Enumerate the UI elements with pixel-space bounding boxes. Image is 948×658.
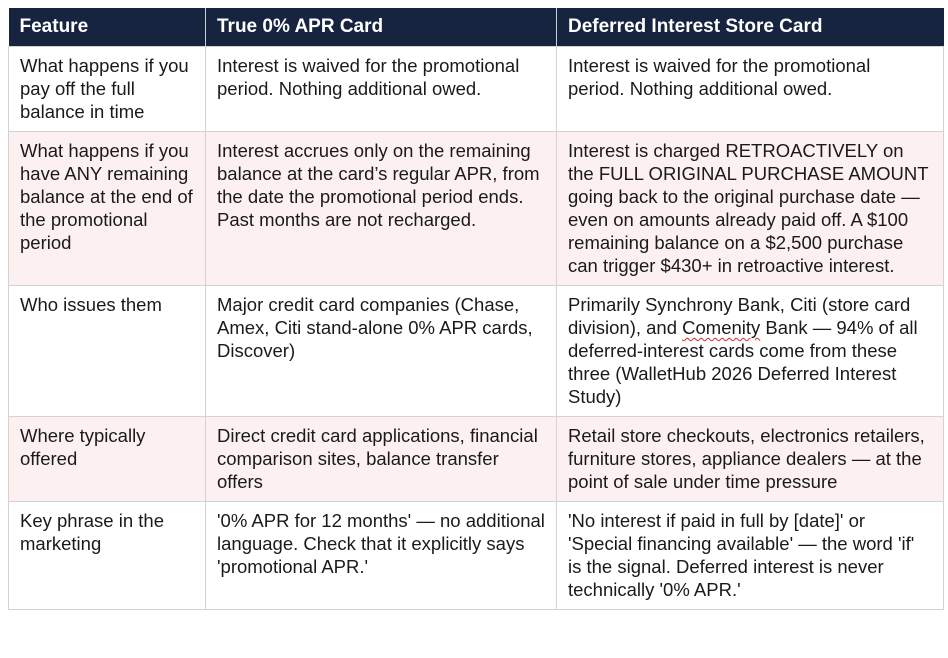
- spellcheck-flagged-word[interactable]: Comenity: [682, 317, 761, 338]
- true-apr-cell: Direct credit card applications, financial comparison sites, balance transfer offers: [206, 417, 557, 502]
- header-deferred-interest-card: Deferred Interest Store Card: [557, 8, 944, 47]
- feature-cell: What happens if you have ANY remaining balance at the end of the promotional period: [9, 132, 206, 286]
- header-feature: Feature: [9, 8, 206, 47]
- table-row: [9, 417, 944, 502]
- true-apr-cell: Interest is waived for the promotional period. Nothing additional owed.: [206, 47, 557, 132]
- deferred-text-after: Bank — 94% of all deferred-interest cards come from these three (WalletHub 2026 Deferred Interest Study): [568, 317, 918, 407]
- table-row: [9, 132, 944, 286]
- deferred-cell: Interest is waived for the promotional period. Nothing additional owed.: [557, 47, 944, 132]
- feature-cell: Who issues them: [9, 286, 206, 417]
- table-row: [9, 47, 944, 132]
- deferred-cell: Retail store checkouts, electronics retailers, furniture stores, appliance dealers — at the point of sale under time pressure: [557, 417, 944, 502]
- true-apr-cell: '0% APR for 12 months' — no additional language. Check that it explicitly says 'promotional APR.': [206, 502, 557, 610]
- feature-cell: What happens if you pay off the full balance in time: [9, 47, 206, 132]
- true-apr-cell: Major credit card companies (Chase, Amex, Citi stand-alone 0% APR cards, Discover): [206, 286, 557, 417]
- feature-cell: Key phrase in the marketing: [9, 502, 206, 610]
- true-apr-cell: Interest accrues only on the remaining balance at the card’s regular APR, from the date the promotional period ends. Past months are not recharged.: [206, 132, 557, 286]
- feature-cell: Where typically offered: [9, 417, 206, 502]
- deferred-cell: 'No interest if paid in full by [date]' or 'Special financing available' — the word 'if' is the signal. Deferred interest is never technically '0% APR.': [557, 502, 944, 610]
- table-row: [9, 502, 944, 610]
- comparison-table: [8, 8, 944, 610]
- header-true-apr-card: True 0% APR Card: [206, 8, 557, 47]
- deferred-cell: [557, 286, 944, 417]
- table-header-row: [9, 8, 944, 47]
- deferred-cell: Interest is charged RETROACTIVELY on the FULL ORIGINAL PURCHASE AMOUNT going back to the original purchase date — even on amounts already paid off. A $100 remaining balance on a $2,500 purchase can trigger $430+ in retroactive interest.: [557, 132, 944, 286]
- table-row: [9, 286, 944, 417]
- deferred-text-before: Primarily Synchrony Bank, Citi (store card division), and: [568, 294, 911, 338]
